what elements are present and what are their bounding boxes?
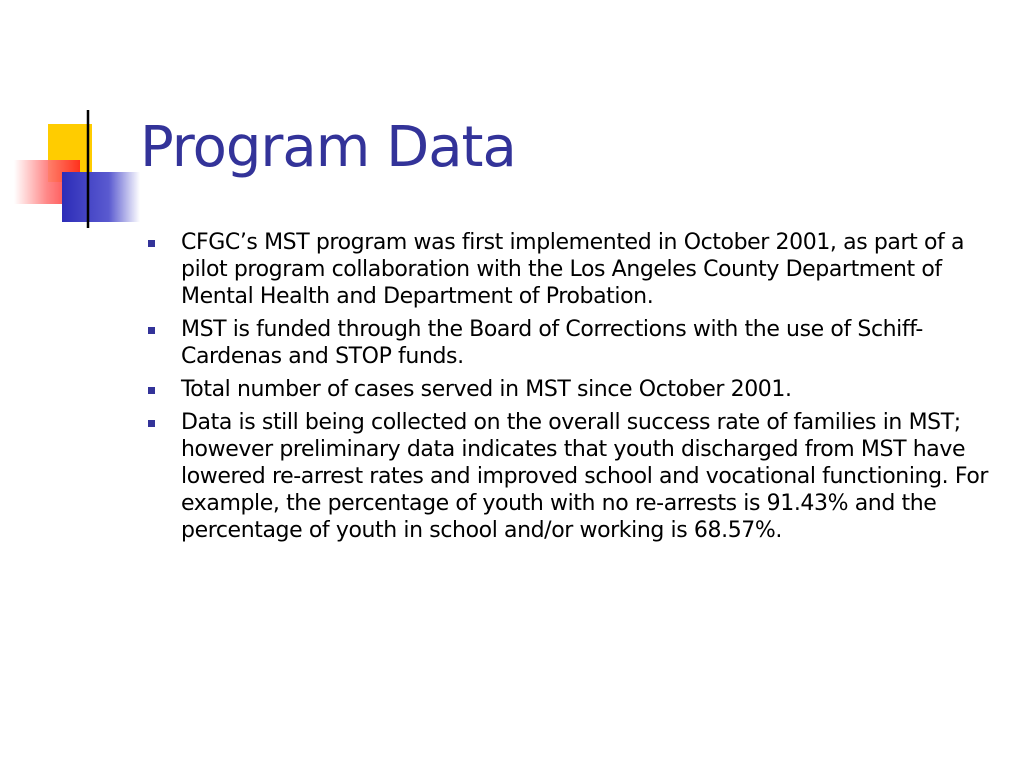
bullet-item: [148, 376, 998, 403]
slide-title: Program Data: [140, 115, 516, 180]
bullet-text: Data is still being collected on the overall success rate of families in MST; however preliminary data indicates that youth discharged from MST have lowered re-arrest rates and improved school and vocational functioning. For example, the percentage of youth with no re-arrests is 91.43% and the percentage of youth in school and/or working is 68.57%.: [181, 410, 989, 543]
bullet-item: [148, 409, 998, 544]
square-bullet-icon: [148, 420, 155, 427]
bullet-text: Total number of cases served in MST since October 2001.: [181, 377, 792, 402]
square-bullet-icon: [148, 387, 155, 394]
bullet-item: [148, 316, 998, 370]
bullet-text: CFGC’s MST program was first implemented in October 2001, as part of a pilot program collaboration with the Los Angeles County Department of Mental Health and Department of Probation.: [181, 230, 965, 309]
blue-square-icon: [62, 172, 140, 222]
bullet-list: [148, 229, 998, 550]
square-bullet-icon: [148, 327, 155, 334]
bullet-text: MST is funded through the Board of Corrections with the use of Schiff-Cardenas and STOP funds.: [181, 317, 923, 369]
square-bullet-icon: [148, 240, 155, 247]
bullet-item: [148, 229, 998, 310]
